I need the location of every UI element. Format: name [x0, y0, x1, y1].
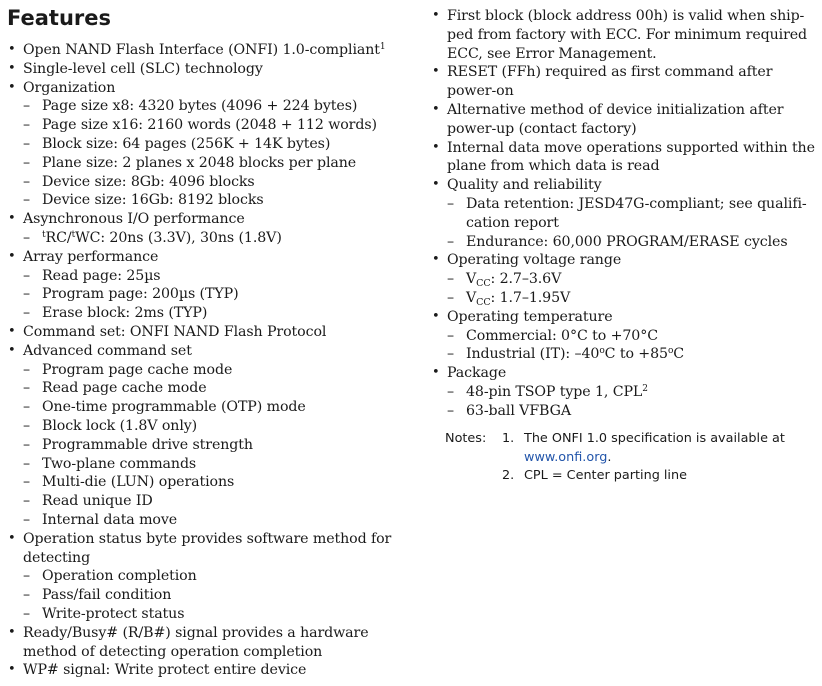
sub-item-text: Block lock (1.8V only): [42, 417, 198, 434]
sub-item-text: Erase block: 2ms (TYP): [42, 305, 208, 322]
note-text: The ONFI 1.0 specification is available at: [524, 431, 785, 446]
dash-marker: –: [447, 383, 454, 400]
bullet-marker: •: [8, 60, 16, 76]
feature-text: Operating voltage range: [447, 252, 622, 269]
note-number: 2.: [502, 468, 515, 483]
sub-item-text: Industrial (IT): –40: [466, 346, 600, 363]
feature-text: Organization: [23, 79, 116, 96]
bullet-marker: •: [8, 530, 16, 546]
feature-item: [6, 530, 401, 549]
degree-mark: o: [667, 346, 674, 357]
sub-item-text: Page size x8: 4320 bytes (4096 + 224 bytes): [42, 98, 358, 115]
dash-marker: –: [447, 346, 454, 363]
feature-text: Single-level cell (SLC) technology: [23, 60, 263, 77]
sub-item-text: RC/: [45, 229, 72, 246]
feature-text: Asynchronous I/O performance: [23, 211, 245, 228]
features-list-left: [6, 41, 401, 680]
sub-item-text: : 2.7–3.6V: [490, 271, 562, 288]
dash-marker: –: [23, 399, 30, 416]
bullet-marker: •: [432, 308, 440, 324]
sub-item-text: Commercial: 0°C to +70°C: [466, 327, 658, 344]
sub-item-text: WC: 20ns (3.3V), 30ns (1.8V): [75, 229, 282, 246]
sub-item-text: Two-plane commands: [42, 455, 197, 472]
dash-marker: –: [23, 474, 30, 491]
dash-marker: –: [447, 233, 454, 250]
sub-item: [6, 361, 401, 380]
bullet-marker: •: [8, 624, 16, 640]
voltage-subscript: CC: [476, 278, 491, 290]
sub-item-text: 63-ball VFBGA: [466, 402, 572, 419]
bullet-marker: •: [432, 252, 440, 268]
dash-marker: –: [23, 267, 30, 284]
sub-item: [6, 492, 401, 511]
bullet-marker: •: [8, 79, 16, 95]
dash-marker: –: [23, 135, 30, 152]
sub-item: [6, 97, 401, 116]
sub-item: [6, 229, 401, 248]
feature-text: Package: [447, 365, 507, 382]
sub-item-text: Device size: 8Gb: 4096 blocks: [42, 173, 255, 190]
feature-text: First block (block address 00h) is valid when ship-: [447, 8, 805, 24]
feature-text: Quality and reliability: [447, 177, 602, 194]
sub-item-text: Operation completion: [42, 568, 197, 585]
bullet-marker: •: [432, 64, 440, 80]
dash-marker: –: [23, 380, 30, 397]
feature-item-continued: detecting: [23, 549, 91, 566]
sub-item-text: Write-protect status: [42, 605, 185, 622]
sub-item-text: Block size: 64 pages (256K + 14K bytes): [42, 135, 331, 152]
feature-item: [6, 79, 401, 98]
feature-text: Command set: ONFI NAND Flash Protocol: [23, 323, 327, 340]
dash-marker: –: [23, 511, 30, 528]
sub-item-text: Pass/fail condition: [42, 587, 172, 604]
sub-item: [6, 285, 401, 304]
sub-item: [430, 383, 818, 402]
feature-item-continued: ECC, see Error Management.: [447, 45, 657, 62]
feature-text: Ready/Busy# (R/B#) signal provides a hardware: [23, 624, 369, 641]
feature-item: [6, 41, 401, 60]
feature-item: [6, 342, 401, 361]
dash-marker: –: [23, 286, 30, 303]
dash-marker: –: [23, 361, 30, 378]
sub-item: [430, 327, 818, 346]
sub-item-text: Program page cache mode: [42, 361, 233, 378]
sub-item: [430, 195, 818, 214]
dash-marker: –: [23, 587, 30, 604]
feature-item: [6, 323, 401, 342]
feature-item-continued: power-up (contact factory): [447, 120, 637, 137]
voltage-subscript: CC: [476, 296, 491, 308]
sub-item: [430, 345, 818, 364]
bullet-marker: •: [432, 177, 440, 193]
sub-item: [6, 135, 401, 154]
sub-item-continued: cation report: [466, 214, 559, 231]
sub-item: [6, 116, 401, 135]
sub-item-text: Endurance: 60,000 PROGRAM/ERASE cycles: [466, 233, 788, 250]
feature-text: Array performance: [23, 248, 159, 265]
sub-item-text: Internal data move: [42, 511, 178, 528]
sub-item-text: Programmable drive strength: [42, 436, 253, 453]
dash-marker: –: [447, 271, 454, 288]
sub-item: [6, 436, 401, 455]
sub-item: [430, 289, 818, 308]
feature-item: [430, 176, 818, 195]
bullet-marker: •: [8, 323, 16, 339]
sub-item-text: 48-pin TSOP type 1, CPL: [466, 383, 643, 400]
sub-item: [6, 511, 401, 530]
feature-item: [430, 308, 818, 327]
sub-item-text: Read page cache mode: [42, 380, 207, 397]
note-number: 1.: [502, 431, 515, 446]
dash-marker: –: [23, 455, 30, 472]
feature-text: Operating temperature: [447, 308, 613, 325]
dash-marker: –: [23, 192, 30, 209]
feature-item-continued: power-on: [447, 83, 514, 100]
feature-item: [430, 63, 818, 82]
timing-prefix: t: [42, 229, 46, 240]
bullet-marker: •: [8, 342, 16, 358]
dash-marker: –: [23, 493, 30, 510]
sub-item-text: Device size: 16Gb: 8192 blocks: [42, 192, 264, 209]
dash-marker: –: [23, 117, 30, 134]
sub-item-text: C to +85: [604, 346, 668, 363]
dash-marker: –: [23, 568, 30, 585]
feature-item: [6, 624, 401, 643]
feature-item: [430, 251, 818, 270]
bullet-marker: •: [8, 211, 16, 227]
sub-item: [6, 586, 401, 605]
bullet-marker: •: [8, 662, 16, 678]
page-title: Features: [7, 6, 111, 30]
timing-prefix: t: [71, 229, 76, 240]
feature-item: [6, 661, 401, 680]
features-list-right: [430, 7, 818, 421]
sub-item: [6, 417, 401, 436]
feature-item: [430, 101, 818, 120]
sub-item-text: : 1.7–1.95V: [490, 289, 571, 306]
dash-marker: –: [23, 305, 30, 322]
dash-marker: –: [23, 417, 30, 434]
feature-item: [430, 364, 818, 383]
footnote-ref: 2: [642, 383, 648, 394]
notes-label: Notes:: [445, 431, 487, 446]
feature-item-continued: method of detecting operation completion: [23, 643, 323, 660]
voltage-symbol: V: [466, 271, 477, 288]
dash-marker: –: [23, 173, 30, 190]
feature-text: Alternative method of device initialization after: [447, 101, 784, 118]
note-punct: .: [607, 449, 612, 465]
feature-text: Operation status byte provides software method for: [23, 530, 392, 547]
feature-text: WP# signal: Write protect entire device: [23, 662, 307, 679]
dash-marker: –: [23, 436, 30, 453]
feature-text: Advanced command set: [23, 342, 192, 359]
sub-item-text: One-time programmable (OTP) mode: [42, 399, 306, 416]
dash-marker: –: [447, 402, 454, 419]
feature-text: RESET (FFh) required as first command after: [447, 64, 773, 81]
sub-item-text: Multi-die (LUN) operations: [42, 474, 235, 491]
feature-item-continued: ped from factory with ECC. For minimum required: [447, 26, 808, 43]
sub-item: [6, 605, 401, 624]
bullet-marker: •: [432, 139, 440, 155]
feature-item: [6, 248, 401, 267]
bullet-marker: •: [432, 8, 440, 23]
footnote-ref: 1: [379, 42, 386, 52]
sub-item-text: Program page: 200µs (TYP): [42, 286, 239, 303]
sub-item: [6, 398, 401, 417]
note-text: CPL = Center parting line: [524, 468, 687, 483]
sub-item: [6, 379, 401, 398]
dash-marker: –: [447, 289, 454, 306]
sub-item: [6, 304, 401, 323]
dash-marker: –: [23, 154, 30, 171]
dash-marker: –: [23, 229, 30, 246]
sub-item-text: Read unique ID: [42, 493, 153, 510]
onfi-link[interactable]: www.onfi.org: [524, 449, 608, 465]
sub-item: [6, 473, 401, 492]
feature-item: [6, 60, 401, 79]
dash-marker: –: [447, 327, 454, 344]
feature-text: Internal data move operations supported within the: [447, 139, 815, 156]
sub-item-text: C: [673, 346, 685, 363]
sub-item-text: Read page: 25µs: [42, 267, 161, 284]
dash-marker: –: [23, 98, 30, 115]
bullet-marker: •: [8, 42, 16, 57]
feature-item: [6, 210, 401, 229]
dash-marker: –: [23, 605, 30, 622]
bullet-marker: •: [8, 248, 16, 264]
bullet-marker: •: [432, 101, 440, 117]
sub-item: [6, 567, 401, 586]
sub-item-text: Plane size: 2 planes x 2048 blocks per plane: [42, 154, 357, 171]
sub-item: [430, 270, 818, 289]
sub-item-text: Data retention: JESD47G-compliant; see qualifi-: [466, 195, 807, 212]
sub-item: [6, 154, 401, 173]
sub-item: [430, 233, 818, 252]
feature-item: [430, 139, 818, 158]
degree-mark: o: [599, 346, 605, 357]
sub-item: [6, 191, 401, 210]
sub-item: [6, 267, 401, 286]
sub-item-text: Page size x16: 2160 words (2048 + 112 words): [42, 117, 377, 134]
sub-item: [6, 173, 401, 192]
dash-marker: –: [447, 195, 454, 212]
sub-item: [430, 402, 818, 421]
feature-text: Open NAND Flash Interface (ONFI) 1.0-compliant: [23, 42, 380, 58]
feature-item: [430, 7, 818, 26]
feature-item-continued: plane from which data is read: [447, 158, 660, 175]
bullet-marker: •: [432, 365, 440, 381]
voltage-symbol: V: [466, 289, 477, 306]
sub-item: [6, 455, 401, 474]
